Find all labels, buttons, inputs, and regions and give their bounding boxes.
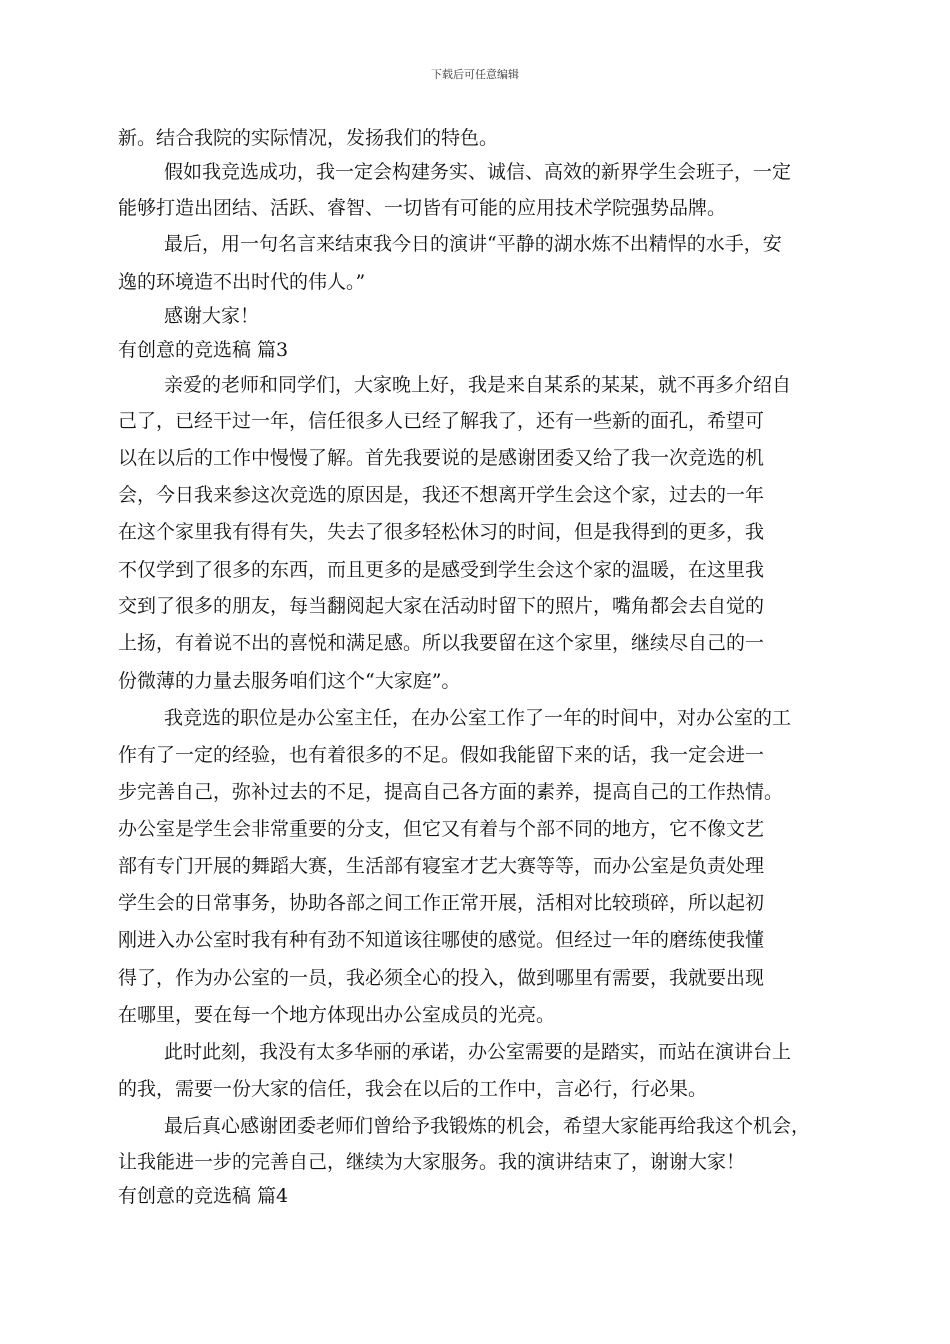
text-line: 步完善自己，弥补过去的不足，提高自己各方面的素养，提高自己的工作热情。	[118, 781, 784, 803]
text-line: 得了，作为办公室的一员，我必须全心的投入，做到哪里有需要，我就要出现	[118, 967, 765, 989]
text-line: 假如我竞选成功，我一定会构建务实、诚信、高效的新界学生会班子，一定	[164, 161, 792, 183]
text-line: 己了，已经干过一年，信任很多人已经了解我了，还有一些新的面孔，希望可	[118, 410, 765, 432]
text-line: 以在以后的工作中慢慢了解。首先我要说的是感谢团委又给了我一次竞选的机	[118, 447, 765, 469]
text-line: 能够打造出团结、活跃、睿智、一切皆有可能的应用技术学院强势品牌。	[118, 197, 727, 219]
text-line: 刚进入办公室时我有种有劲不知道该往哪使的感觉。但经过一年的磨练使我懂	[118, 929, 765, 951]
section-heading: 有创意的竞选稿 篇3	[118, 339, 289, 361]
text-line: 新。结合我院的实际情况，发扬我们的特色。	[118, 127, 499, 149]
text-line: 亲爱的老师和同学们，大家晚上好，我是来自某系的某某，就不再多介绍自	[164, 374, 792, 396]
text-line: 学生会的日常事务，协助各部之间工作正常开展，活相对比较琐碎，所以起初	[118, 892, 765, 914]
text-line: 在这个家里我有得有失，失去了很多轻松休习的时间，但是我得到的更多，我	[118, 521, 765, 543]
text-line: 上扬，有着说不出的喜悦和满足感。所以我要留在这个家里，继续尽自己的一	[118, 632, 765, 654]
text-line: 不仅学到了很多的东西，而且更多的是感受到学生会这个家的温暖，在这里我	[118, 559, 765, 581]
section-heading: 有创意的竞选稿 篇4	[118, 1185, 289, 1207]
text-line: 逸的环境造不出时代的伟人。”	[118, 271, 366, 293]
text-line: 会，今日我来参这次竞选的原因是，我还不想离开学生会这个家，过去的一年	[118, 484, 765, 506]
text-line: 最后，用一句名言来结束我今日的演讲“平静的湖水炼不出精悍的水手，安	[164, 233, 782, 255]
text-line: 在哪里，要在每一个地方体现出办公室成员的光亮。	[118, 1004, 556, 1026]
text-line: 办公室是学生会非常重要的分支，但它又有着与个部不同的地方，它不像文艺	[118, 818, 765, 840]
text-line: 部有专门开展的舞蹈大赛，生活部有寝室才艺大赛等等，而办公室是负责处理	[118, 855, 765, 877]
text-line: 此时此刻，我没有太多华丽的承诺，办公室需要的是踏实，而站在演讲台上	[164, 1041, 792, 1063]
text-line: 份微薄的力量去服务咱们这个“大家庭”。	[118, 670, 461, 692]
text-line: 交到了很多的朋友，每当翻阅起大家在活动时留下的照片，嘴角都会去自觉的	[118, 595, 765, 617]
text-line: 作有了一定的经验，也有着很多的不足。假如我能留下来的话，我一定会进一	[118, 744, 765, 766]
text-line: 感谢大家！	[164, 305, 260, 327]
page-header: 下载后可任意编辑	[431, 68, 519, 81]
text-line: 我竞选的职位是办公室主任，在办公室工作了一年的时间中，对办公室的工	[164, 707, 792, 729]
text-line: 让我能进一步的完善自己，继续为大家服务。我的演讲结束了，谢谢大家！	[118, 1151, 746, 1173]
text-line: 的我，需要一份大家的信任，我会在以后的工作中，言必行，行必果。	[118, 1078, 708, 1100]
text-line: 最后真心感谢团委老师们曾给予我锻炼的机会，希望大家能再给我这个机会，	[164, 1115, 811, 1137]
